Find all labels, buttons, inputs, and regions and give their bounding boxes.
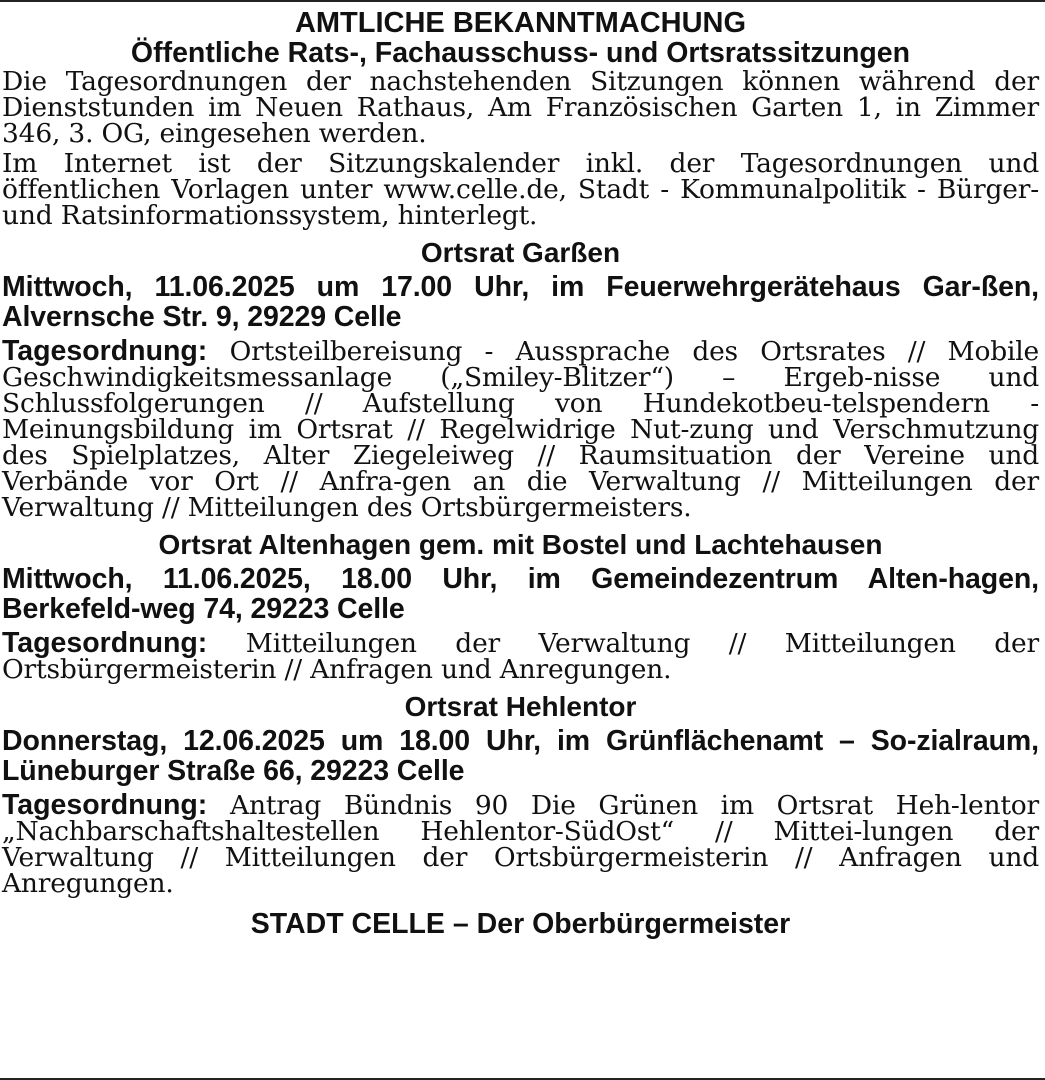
intro-paragraph-1: Die Tagesordnungen der nachstehenden Sitzungen können während der Dienststunden im Neuen Rathaus, Am Französischen Garten 1, in Zimmer 346, 3. OG, eingesehen werden.	[2, 66, 1039, 149]
notice-subtitle: Öffentliche Rats-, Fachausschuss- und Ortsratssitzungen	[130, 37, 911, 69]
section-date-garssen: Mittwoch, 11.06.2025 um 17.00 Uhr, im Feuerwehrgerätehaus Gar-ßen, Alvernsche Str. 9, 29229 Celle	[2, 271, 1039, 333]
signature-line: STADT CELLE – Der Oberbürgermeister	[250, 908, 791, 940]
agenda-label: Tagesordnung:	[2, 789, 208, 821]
agenda-label: Tagesordnung:	[2, 335, 208, 367]
section-date-hehlentor: Donnerstag, 12.06.2025 um 18.00 Uhr, im Grünflächenamt – So-zialraum, Lüneburger Straße 66, 29223 Celle	[2, 725, 1039, 787]
section-heading-garssen: Ortsrat Garßen	[420, 237, 621, 268]
notice-title: AMTLICHE BEKANNTMACHUNG	[294, 7, 747, 39]
agenda-text: Antrag Bündnis 90 Die Grünen im Ortsrat Heh-lentor „Nachbarschaftshaltestellen Hehlentor-SüdOst“ // Mittei-lungen der Verwaltung // Mitteilungen der Ortsbürgermeisterin // Anfragen und Anregungen.	[2, 790, 1039, 899]
agenda-altenhagen	[2, 627, 1039, 685]
agenda-garssen	[2, 335, 1039, 523]
agenda-text: Ortsteilbereisung - Aussprache des Ortsrates // Mobile Geschwindigkeitsmessanlage („Smiley-Blitzer“) – Ergeb-nisse und Schlussfolgerungen // Aufstellung von Hundekotbeu-telspendern - Meinungsbildung im Ortsrat // Regelwidrige Nut-zung und Verschmutzung des Spielplatzes, Alter Ziegeleiweg // Raumsituation der Vereine und Verbände vor Ort // Anfra-gen an die Verwaltung // Mitteilungen der Verwaltung // Mitteilungen des Ortsbürgermeisters.	[2, 336, 1039, 523]
section-heading-hehlentor: Ortsrat Hehlentor	[404, 691, 637, 722]
section-heading-altenhagen: Ortsrat Altenhagen gem. mit Bostel und Lachtehausen	[158, 529, 883, 560]
section-date-altenhagen: Mittwoch, 11.06.2025, 18.00 Uhr, im Gemeindezentrum Alten-hagen, Berkefeld-weg 74, 29223 Celle	[2, 563, 1039, 625]
agenda-hehlentor	[2, 789, 1039, 899]
agenda-text: Mitteilungen der Verwaltung // Mitteilungen der Ortsbürgermeisterin // Anfragen und Anregungen.	[2, 628, 1039, 685]
intro-paragraph-2: Im Internet ist der Sitzungskalender inkl. der Tagesordnungen und öffentlichen Vorlagen unter www.celle.de, Stadt - Kommunalpolitik - Bürger- und Ratsinformationssystem, hinterlegt.	[2, 148, 1039, 231]
agenda-label: Tagesordnung:	[2, 627, 208, 659]
